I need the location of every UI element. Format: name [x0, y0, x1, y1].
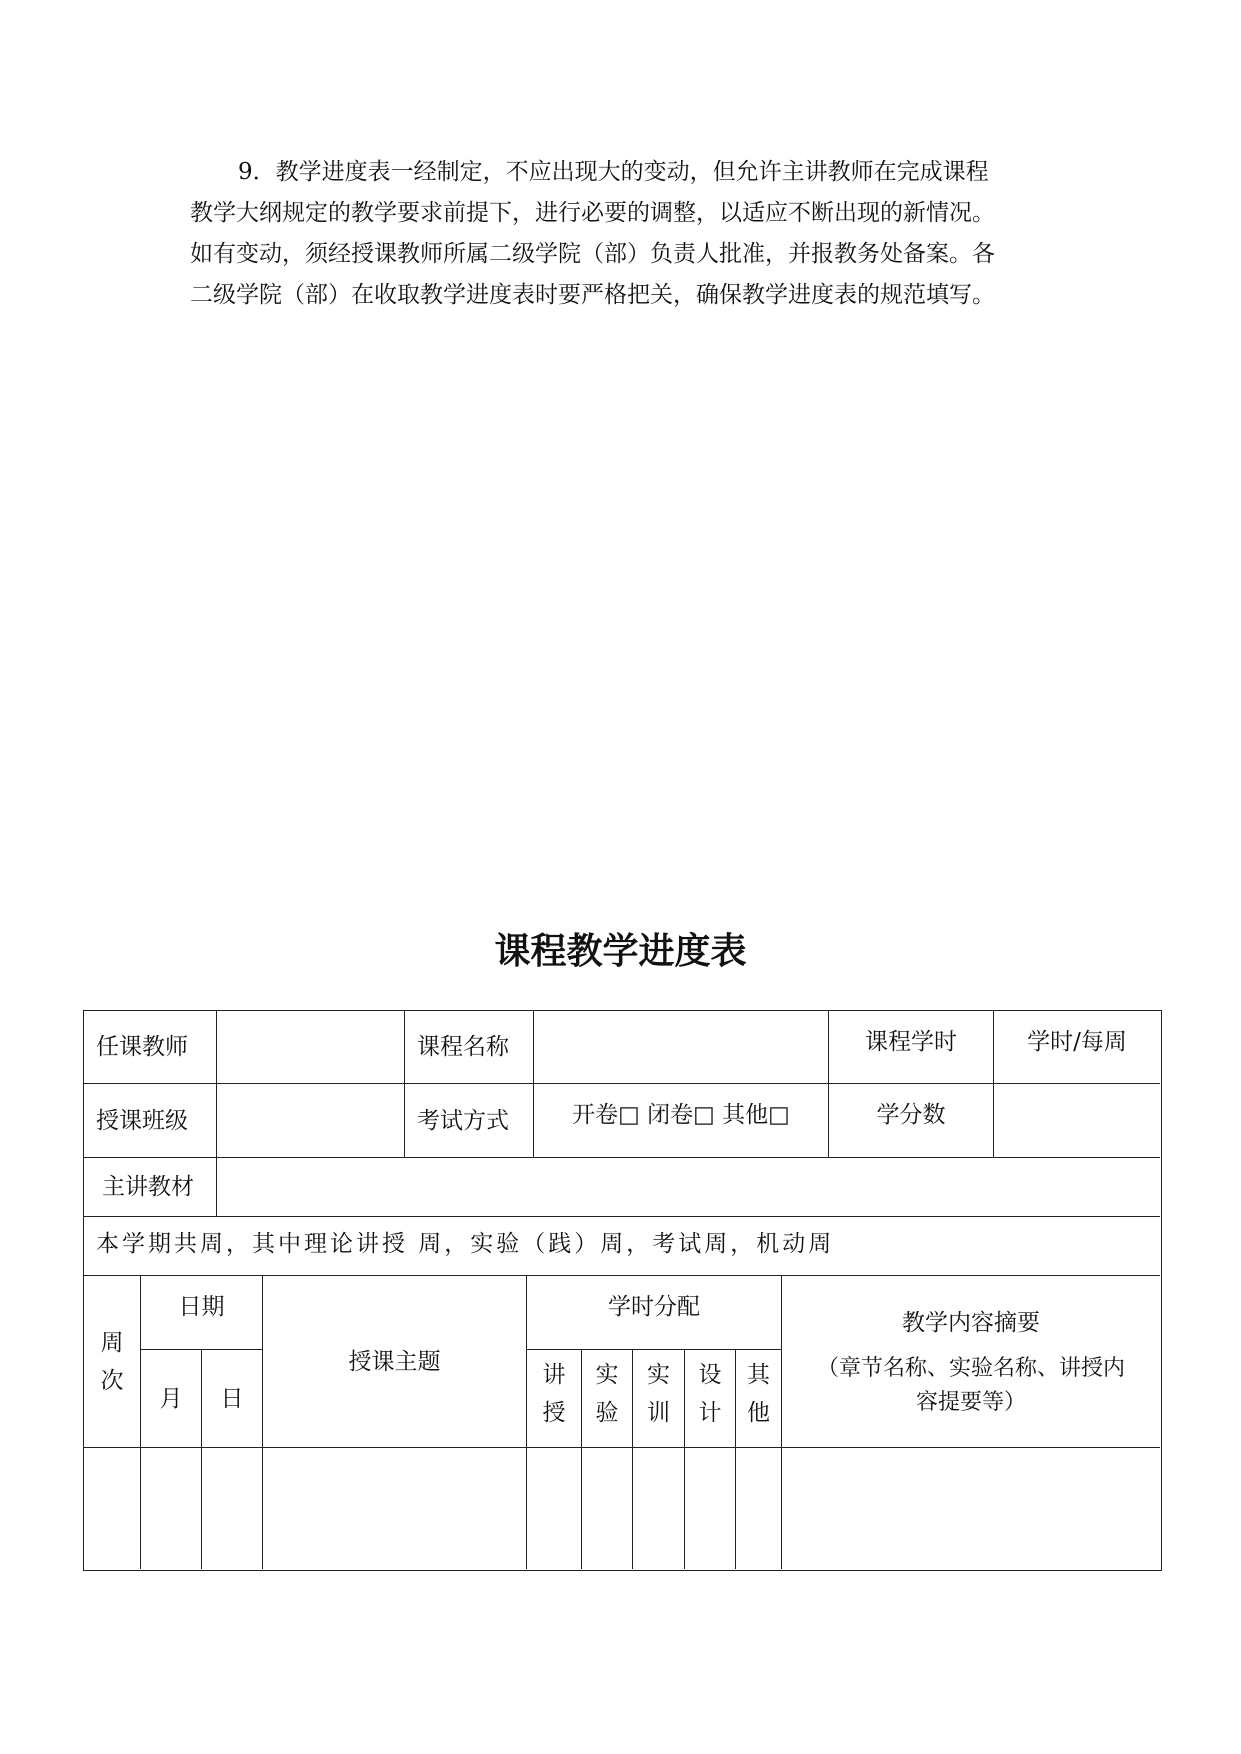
row-experiment-cell[interactable]	[582, 1448, 633, 1569]
topic-header: 授课主题	[263, 1276, 527, 1448]
row-week-cell[interactable]	[84, 1448, 141, 1569]
intro-paragraph	[190, 152, 1060, 316]
course-hours-label: 课程学时	[829, 1011, 994, 1084]
credits-label: 学分数	[829, 1084, 994, 1158]
design-header-char: 计	[698, 1400, 722, 1426]
teacher-field[interactable]	[217, 1011, 405, 1084]
experiment-header-char: 实	[595, 1362, 619, 1388]
lecture-header	[527, 1350, 582, 1448]
content-summary-header	[782, 1276, 1160, 1448]
intro-line: 如有变动，须经授课教师所属二级学院（部）负责人批准，并报教务处备案。各	[190, 241, 995, 267]
intro-line: 教学大纲规定的教学要求前提下，进行必要的调整，以适应不断出现的新情况。	[190, 200, 995, 226]
row-month-cell[interactable]	[141, 1448, 202, 1569]
lecture-header-char: 讲	[542, 1362, 566, 1388]
week-header-char: 次	[100, 1367, 124, 1394]
day-header: 日	[202, 1350, 263, 1448]
semester-summary: 本学期共周，其中理论讲授 周，实验（践）周，考试周，机动周	[84, 1217, 1160, 1276]
course-name-field[interactable]	[534, 1011, 829, 1084]
row-day-cell[interactable]	[202, 1448, 263, 1569]
teacher-label: 任课教师	[84, 1011, 217, 1084]
content-summary-note: 容提要等）	[915, 1389, 1026, 1415]
textbook-label: 主讲教材	[84, 1158, 217, 1217]
row-training-cell[interactable]	[633, 1448, 685, 1569]
row-other-cell[interactable]	[736, 1448, 782, 1569]
intro-line: 二级学院（部）在收取教学进度表时要严格把关，确保教学进度表的规范填写。	[190, 282, 995, 308]
other-header-char: 其	[747, 1362, 770, 1388]
date-header: 日期	[141, 1276, 263, 1350]
other-header	[736, 1350, 782, 1448]
credits-field[interactable]	[994, 1084, 1160, 1158]
content-summary-title: 教学内容摘要	[901, 1309, 1040, 1336]
design-header	[685, 1350, 736, 1448]
row-summary-cell[interactable]	[782, 1448, 1160, 1569]
form-title: 课程教学进度表	[494, 931, 747, 972]
exam-method-options[interactable]: 开卷□ 闭卷□ 其他□	[534, 1084, 829, 1158]
row-topic-cell[interactable]	[263, 1448, 527, 1569]
lecture-header-char: 授	[542, 1400, 566, 1426]
week-number-header	[84, 1276, 141, 1448]
design-header-char: 设	[698, 1362, 722, 1388]
month-header: 月	[141, 1350, 202, 1448]
course-name-label: 课程名称	[405, 1011, 534, 1084]
training-header-char: 训	[647, 1400, 670, 1426]
training-header-char: 实	[647, 1362, 670, 1388]
class-field[interactable]	[217, 1084, 405, 1158]
row-lecture-cell[interactable]	[527, 1448, 582, 1569]
class-label: 授课班级	[84, 1084, 217, 1158]
textbook-field[interactable]	[217, 1158, 1160, 1217]
hours-allocation-header: 学时分配	[527, 1276, 782, 1350]
content-summary-note: （章节名称、实验名称、讲授内	[816, 1355, 1125, 1381]
intro-line: 9．教学进度表一经制定，不应出现大的变动，但允许主讲教师在完成课程	[238, 159, 989, 185]
exam-method-label: 考试方式	[405, 1084, 534, 1158]
experiment-header-char: 验	[595, 1400, 619, 1426]
hours-per-week-field[interactable]: 学时/每周	[994, 1011, 1160, 1084]
row-design-cell[interactable]	[685, 1448, 736, 1569]
schedule-form	[83, 1010, 1162, 1571]
other-header-char: 他	[747, 1400, 770, 1426]
experiment-header	[582, 1350, 633, 1448]
training-header	[633, 1350, 685, 1448]
week-header-char: 周	[100, 1329, 124, 1356]
